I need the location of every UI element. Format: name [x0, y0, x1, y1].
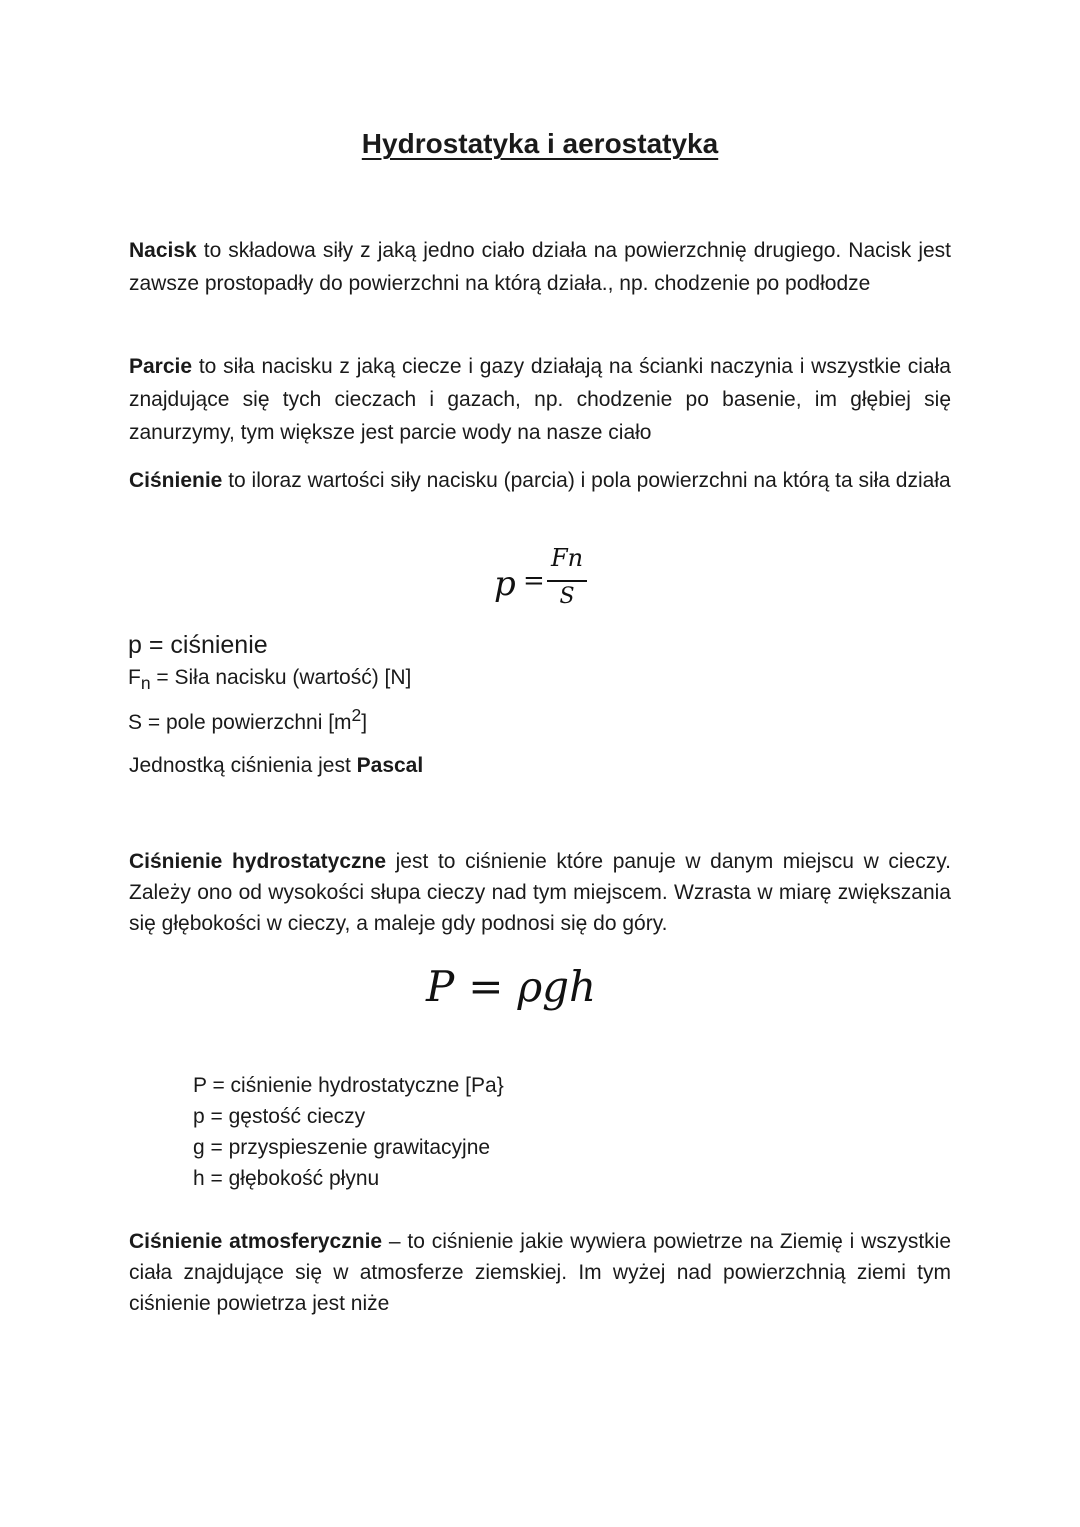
pressure-legend: [128, 628, 411, 739]
term-cisnienie: Ciśnienie: [129, 469, 223, 492]
unit-name: Pascal: [356, 754, 424, 777]
definition-atmospheric: – to ciśnienie jakie wywiera powietrze na Ziemię i wszystkie ciała znajdujące się w atmosferze ziemskiej. Im wyżej nad powierzchnią ziemi tym ciśnienie powietrza jest niże: [129, 1230, 952, 1315]
term-atmospheric: Ciśnienie atmosferycznie: [129, 1230, 383, 1253]
fn-symbol: F: [128, 666, 141, 689]
term-hydrostatic: Ciśnienie hydrostatyczne: [129, 850, 387, 873]
s-superscript: 2: [351, 705, 362, 726]
definition-parcie: to siła nacisku z jaką ciecze i gazy działają na ścianki naczynia i wszystkie ciała znajdujące się tych cieczach i gazach, np. chodzenie po basenie, im głębiej się zanurzymy, tym większe jest parcie wody na nasze ciało: [129, 355, 951, 444]
formula-denominator: S: [559, 584, 575, 609]
paragraph-parcie: [129, 350, 951, 449]
legend-item-rho: p = gęstość cieczy: [193, 1105, 366, 1128]
hydro-formula-lhs: P: [426, 962, 455, 1011]
unit-text: Jednostką ciśnienia jest: [129, 754, 357, 777]
legend-item-g: g = przyspieszenie grawitacyjne: [193, 1136, 491, 1159]
formula-equals: =: [523, 566, 545, 596]
hydro-formula-equals: =: [468, 962, 504, 1011]
definition-nacisk: to składowa siły z jaką jedno ciało działa na powierzchnię drugiego. Nacisk jest zawsze prostopadły do powierzchni na którą działa., np. chodzenie po podłodze: [129, 239, 951, 295]
legend-item-P: P = ciśnienie hydrostatyczne [Pa}: [193, 1074, 504, 1097]
fraction-bar: [547, 580, 587, 582]
fn-subscript: n: [140, 673, 151, 694]
page-title: [0, 128, 1080, 160]
formula-numerator: Fn: [550, 544, 584, 572]
hydrostatic-legend: [193, 1070, 504, 1194]
s-close: ]: [361, 711, 368, 735]
paragraph-nacisk: [129, 234, 951, 300]
term-parcie: Parcie: [129, 355, 193, 378]
formula-lhs: p: [494, 564, 516, 604]
paragraph-cisnienie: [129, 464, 951, 497]
legend-item-s: [128, 699, 411, 739]
s-description: S = pole powierzchni [m: [128, 711, 352, 735]
page-title-text: Hydrostatyka i aerostatyka: [361, 128, 719, 159]
paragraph-hydrostatic: [129, 846, 951, 939]
term-nacisk: Nacisk: [129, 239, 197, 262]
fn-description: = Siła nacisku (wartość) [N]: [150, 666, 412, 689]
paragraph-unit: [129, 754, 423, 778]
hydrostatic-formula: [426, 962, 596, 1011]
legend-item-fn: [128, 662, 411, 699]
hydro-formula-rhs: ρgh: [517, 962, 597, 1011]
definition-hydrostatic: jest to ciśnienie które panuje w danym miejscu w cieczy. Zależy ono od wysokości słupa cieczy nad tym miejscem. Wzrasta w miarę zwiększania się głębokości w cieczy, a maleje gdy podnosi się do góry.: [129, 850, 951, 935]
definition-cisnienie: to iloraz wartości siły nacisku (parcia) i pola powierzchni na którą ta siła działa: [222, 469, 951, 492]
paragraph-atmospheric: [129, 1226, 951, 1319]
legend-item-h: h = głębokość płynu: [193, 1167, 380, 1190]
legend-item-p: p = ciśnienie: [128, 631, 268, 659]
